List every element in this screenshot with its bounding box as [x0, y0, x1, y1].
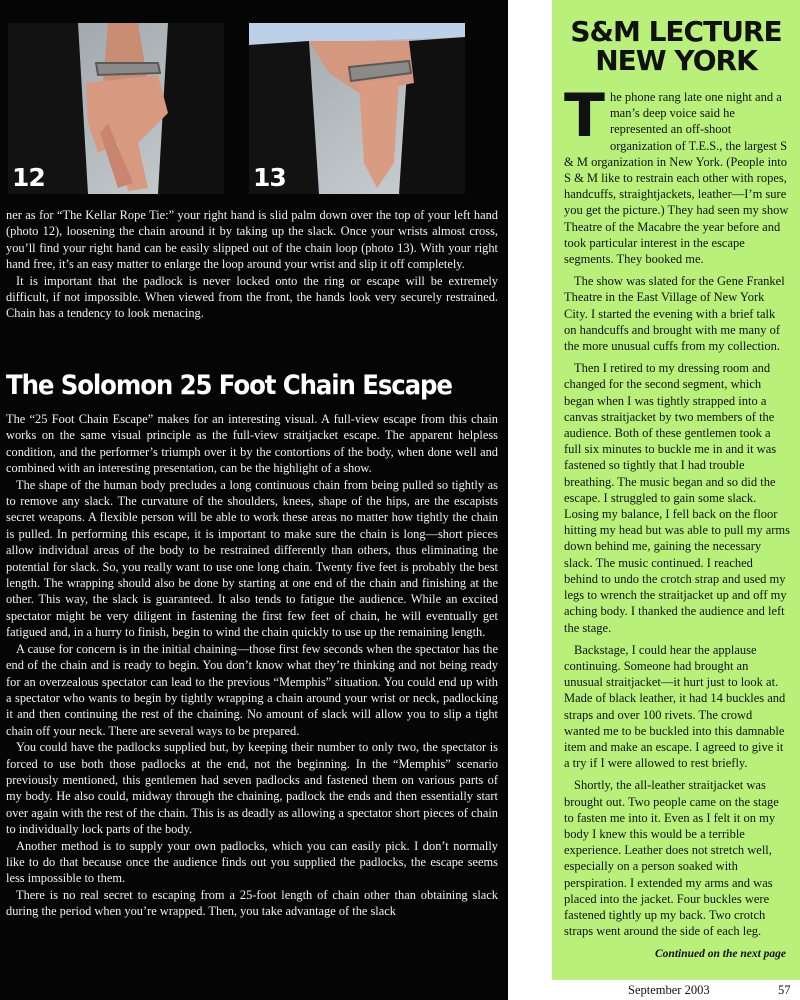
photo-13	[249, 23, 465, 194]
issue-date: September 2003	[628, 983, 710, 997]
sidebar-title-line: S&M LECTURE	[570, 15, 782, 48]
paragraph: Then I retired to my dressing room and changed for the second segment, which began when I was tightly strapped into a canvas straitjacket by two members of the audience. Both of these gentlemen took a full six minutes to buckle me in and it was fastened so tightly that I had trouble breathing. The music began and so did the escape. I struggled to gain some slack. Losing my balance, I fell back on the floor hitting my head but was able to pull my arms down behind me, gaining the necessary slack. The music continued. I reached behind to undo the crotch strap and used my legs to wrench the straitjacket up and off my aching body. I thanked the audience and left the stage.	[564, 361, 791, 635]
photo-number: 12	[12, 163, 45, 192]
paragraph: Shortly, the all-leather straitjacket was brought out. Two people came on the stage to fasten me into it. Even as I felt it on my body I knew this would be a terrible experience. Leather does not stretch well, especially on a person soaked with perspiration. I extended my arms and was placed into the jacket. Four buckles were fastened tightly up my back. Two crotch straps went around the side of each leg.	[564, 778, 779, 939]
paragraph: There is no real secret to escaping from a 25-foot length of chain other than obtaining slack during the period when you’re wrapped. Then, you take advantage of the slack	[6, 887, 498, 919]
paragraph: The “25 Foot Chain Escape” makes for an interesting visual. A full-view escape from this chain works on the same visual principle as the full-view straitjacket escape. The apparent helpless condition, and the performer’s triumph over it by the contortions of the body, when done well and combined with an interesting presentation, can be the highlight of a show.	[6, 412, 498, 476]
photo-12	[8, 23, 224, 194]
paragraph: Another method is to supply your own padlocks, which you can easily pick. I don’t normally like to do that because once the audience finds out you supplied the padlocks, the escape seems less impossible to them.	[6, 838, 498, 886]
paragraph: The show was slated for the Gene Frankel Theatre in the East Village of New York City. I started the evening with a brief talk on handcuffs and brought with me many of the more unusual cuffs from my collection.	[564, 274, 785, 354]
paragraph: The shape of the human body precludes a long continuous chain from being pulled so tightly as to remove any slack. The curvature of the shoulders, knees, shape of the hips, are the escapists secret weapons. A flexible person will be able to work these areas no matter how tightly the chain is pulled. In performing this escape, it is important to make sure the chain is long—short pieces allow individual areas of the body to be restrained differently than others, thus eliminating the potential for slack. So, you really want to use one long chain. Twenty five feet is probably the best length. The wrapping should also be done by starting at one end of the chain and finishing at the other. This way, the slack is guaranteed. It also tends to fatigue the audience. While an excited spectator might be very diligent in fastening the first few feet of chain, he will eventually get fatigued and, in a hurry to finish, begin to wind the chain quickly to use up the remaining length.	[6, 477, 498, 640]
paragraph: You could have the padlocks supplied but, by keeping their number to only two, the spectator is forced to use both those padlocks at the end, not the beginning. In the “Memphis” scenario previously mentioned, this gentlemen had seven padlocks and fastened them on various parts of my body. He also could, midway through the chaining, padlock the ends and then essentially start over again with the rest of the chain. This is as deadly as allowing a spectator short pieces of chain to individually lock parts of the body.	[6, 740, 498, 837]
photo-number: 13	[253, 163, 286, 192]
article-body	[6, 411, 498, 920]
paragraph	[564, 81, 790, 267]
paragraph: A cause for concern is in the initial chaining—those first few seconds when the spectator has the end of the chain and is ready to begin. You don’t know what they’re thinking and not being ready for an overzealous spectator can lead to the previous “Memphis” situation. You could end up with a spectator who wants to begin by tightly wrapping a chain around your wrist or neck, padlocking it and then continuing the rest of the chaining. No amount of slack will allow you to slip a tight chain off your neck. There are several ways to be prepared.	[6, 641, 498, 738]
paragraph: ner as for “The Kellar Rope Tie:” your right hand is slid palm down over the top of your left hand (photo 12), loosening the chain around it by taking up the slack. Once your wrists almost cross, you’ll find your right hand can be easily slipped out of the chain loop (photo 13). With your right hand free, it’s an easy matter to enlarge the loop around your wrist and slip it off completely.	[6, 208, 498, 272]
continued-note: Continued on the next page	[655, 948, 786, 960]
page-gutter	[508, 0, 552, 1000]
page-footer	[552, 980, 800, 1000]
paragraph: Backstage, I could hear the applause continuing. Someone had brought an unusual straitjacket—it hurt just to look at. Made of black leather, it had 14 buckles and straps and over 100 rivets. The crowd wanted me to be buckled into this damnable item and make an escape. I agreed to give it a try if I were allowed to rest briefly.	[564, 642, 786, 771]
paragraph: It is important that the padlock is never locked onto the ring or escape will be extremely difficult, if not impossible. When viewed from the front, the hands look very securely restrained. Chain has a tendency to look menacing.	[6, 273, 498, 321]
page-gutter	[508, 980, 552, 1000]
sidebar-text	[564, 81, 791, 945]
sidebar-title	[552, 17, 800, 75]
sidebar-box	[552, 0, 800, 980]
intro-text	[6, 207, 498, 322]
drop-cap: T	[564, 81, 605, 151]
article-headline: The Solomon 25 Foot Chain Escape	[6, 371, 452, 401]
paragraph-text: he phone rang late one night and a man’s deep voice said he represented an off-shoot organization of T.E.S., the largest S & M organization in New York. (People into S & M like to restrain each other with ropes, handcuffs, straightjackets, leather—I’m sure you get the picture.) They had seen my show Theatre of the Macabre the year before and took particular interest in the escape segments. They booked me.	[564, 90, 789, 267]
sidebar-title-line: NEW YORK	[595, 44, 757, 77]
page-number: 57	[778, 983, 791, 997]
